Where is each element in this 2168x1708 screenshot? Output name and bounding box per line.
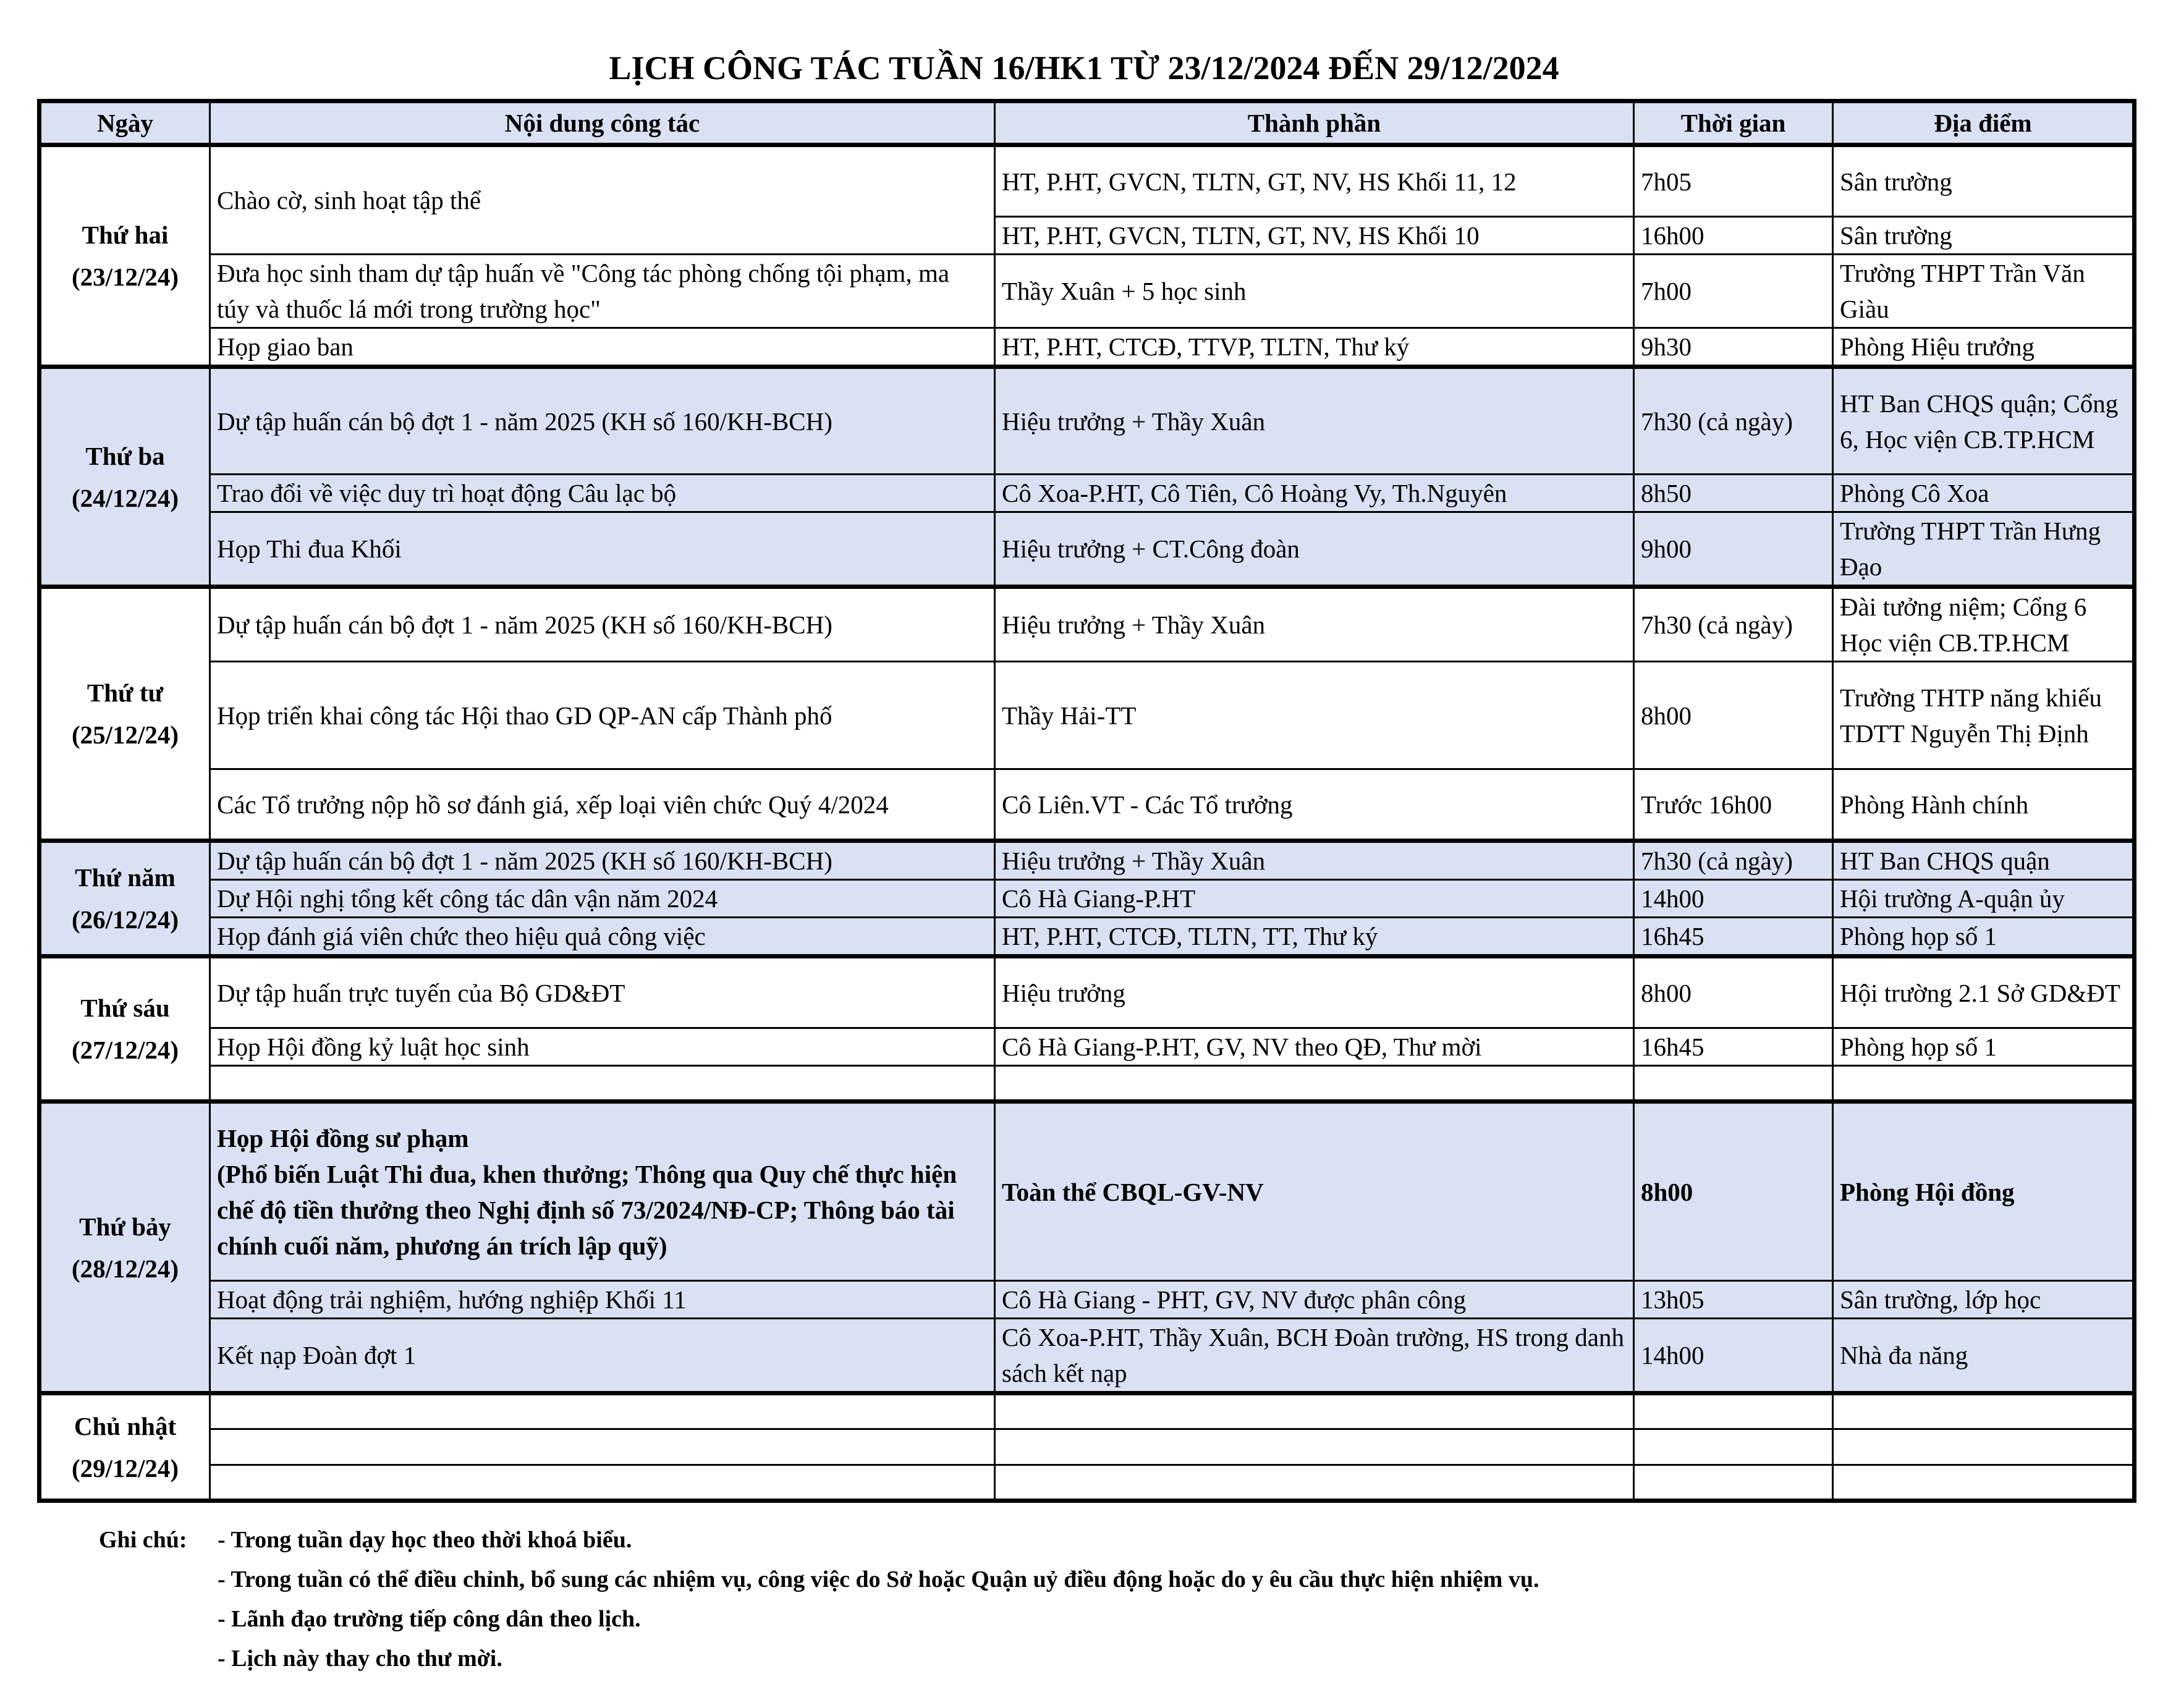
location-cell: Phòng Hội đồng (1833, 1102, 2135, 1281)
day-name: Thứ tư (87, 679, 164, 707)
participants-cell: HT, P.HT, CTCĐ, TTVP, TLTN, Thư ký (995, 328, 1634, 367)
location-cell: Phòng Hiệu trưởng (1833, 328, 2135, 367)
time-cell: 7h00 (1634, 255, 1833, 328)
location-cell: HT Ban CHQS quận (1833, 841, 2135, 880)
location-cell: Sân trường, lớp học (1833, 1281, 2135, 1319)
day-date: (28/12/24) (71, 1254, 179, 1283)
location-cell: Hội trường 2.1 Sở GD&ĐT (1833, 957, 2135, 1028)
content-cell: Trao đổi về việc duy trì hoạt động Câu lạc bộ (210, 475, 995, 512)
participants-cell (995, 1429, 1634, 1465)
day-date: (24/12/24) (71, 483, 179, 512)
participants-cell: HT, P.HT, GVCN, TLTN, GT, NV, HS Khối 10 (995, 217, 1634, 255)
content-cell: Hoạt động trải nghiệm, hướng nghiệp Khối 11 (210, 1281, 995, 1319)
table-row (40, 367, 2135, 475)
header-time: Thời gian (1634, 101, 1833, 145)
table-row (40, 1281, 2135, 1319)
table-row (40, 918, 2135, 957)
time-cell: 14h00 (1634, 880, 1833, 918)
table-row (40, 957, 2135, 1028)
time-cell: 7h30 (cả ngày) (1634, 587, 1833, 662)
day-cell (40, 587, 210, 841)
content-cell: Họp Hội đồng kỷ luật học sinh (210, 1028, 995, 1066)
table-row (40, 1393, 2135, 1429)
content-cell: Kết nạp Đoàn đợt 1 (210, 1319, 995, 1393)
table-row (40, 1319, 2135, 1393)
day-name: Chủ nhật (74, 1411, 177, 1440)
meeting-agenda: (Phổ biến Luật Thi đua, khen thưởng; Thông qua Quy chế thực hiện chế độ tiền thưởng theo Nghị định số 73/2024/NĐ-CP; Thông báo tài chính cuối năm, phương án trích lập quỹ) (217, 1159, 957, 1260)
table-row (40, 662, 2135, 769)
time-cell: 8h00 (1634, 1102, 1833, 1281)
participants-cell: Cô Hà Giang - PHT, GV, NV được phân công (995, 1281, 1634, 1319)
content-cell (210, 1066, 995, 1102)
header-content: Nội dung công tác (210, 101, 995, 145)
location-cell (1833, 1066, 2135, 1102)
content-cell: Dự tập huấn cán bộ đợt 1 - năm 2025 (KH số 160/KH-BCH) (210, 587, 995, 662)
location-cell (1833, 1429, 2135, 1465)
time-cell: 16h45 (1634, 918, 1833, 957)
time-cell: 9h30 (1634, 328, 1833, 367)
time-cell: 16h00 (1634, 217, 1833, 255)
participants-cell: Thầy Hải-TT (995, 662, 1634, 769)
participants-cell: Hiệu trưởng + Thầy Xuân (995, 367, 1634, 475)
participants-cell: Cô Hà Giang-P.HT (995, 880, 1634, 918)
content-cell: Dự tập huấn cán bộ đợt 1 - năm 2025 (KH số 160/KH-BCH) (210, 841, 995, 880)
content-cell: Dự tập huấn trực tuyến của Bộ GD&ĐT (210, 957, 995, 1028)
location-cell: Sân trường (1833, 217, 2135, 255)
day-cell (40, 841, 210, 957)
day-name: Thứ sáu (80, 994, 170, 1022)
page-title: LỊCH CÔNG TÁC TUẦN 16/HK1 TỪ 23/12/2024 ĐẾN 29/12/2024 (609, 49, 1559, 87)
day-name: Thứ năm (75, 863, 176, 892)
location-cell: Trường THTP năng khiếu TDTT Nguyễn Thị Định (1833, 662, 2135, 769)
content-cell: Các Tổ trưởng nộp hồ sơ đánh giá, xếp loại viên chức Quý 4/2024 (210, 769, 995, 841)
time-cell (1634, 1429, 1833, 1465)
participants-cell: Thầy Xuân + 5 học sinh (995, 255, 1634, 328)
note-item: - Lãnh đạo trường tiếp công dân theo lịch. (218, 1606, 641, 1632)
location-cell (1833, 1393, 2135, 1429)
content-cell (210, 1429, 995, 1465)
day-name: Thứ ba (85, 441, 165, 470)
participants-cell: Cô Xoa-P.HT, Thầy Xuân, BCH Đoàn trường, HS trong danh sách kết nạp (995, 1319, 1634, 1393)
location-cell: Phòng Cô Xoa (1833, 475, 2135, 512)
location-cell: Nhà đa năng (1833, 1319, 2135, 1393)
table-row (40, 255, 2135, 328)
content-cell: Dự Hội nghị tổng kết công tác dân vận năm 2024 (210, 880, 995, 918)
participants-cell (995, 1393, 1634, 1429)
time-cell: 8h50 (1634, 475, 1833, 512)
content-cell: Họp đánh giá viên chức theo hiệu quả công việc (210, 918, 995, 957)
day-date: (29/12/24) (71, 1453, 179, 1482)
time-cell: 7h05 (1634, 145, 1833, 217)
participants-cell: Hiệu trưởng (995, 957, 1634, 1028)
day-cell (40, 145, 210, 367)
participants-cell: Cô Hà Giang-P.HT, GV, NV theo QĐ, Thư mời (995, 1028, 1634, 1066)
time-cell: 14h00 (1634, 1319, 1833, 1393)
note-item: - Trong tuần có thể điều chỉnh, bổ sung các nhiệm vụ, công việc do Sở hoặc Quận uỷ điều động hoặc do y êu cầu thực hiện nhiệm vụ. (218, 1566, 1539, 1592)
day-date: (23/12/24) (71, 263, 179, 291)
location-cell: HT Ban CHQS quận; Cổng 6, Học viện CB.TP.HCM (1833, 367, 2135, 475)
meeting-title: Họp Hội đồng sư phạm (217, 1123, 469, 1152)
note-item: - Lịch này thay cho thư mời. (218, 1646, 502, 1672)
content-cell: Họp Thi đua Khối (210, 512, 995, 587)
location-cell: Phòng họp số 1 (1833, 1028, 2135, 1066)
day-date: (25/12/24) (71, 721, 179, 749)
day-name: Thứ hai (82, 221, 169, 249)
table-row (40, 328, 2135, 367)
time-cell: 8h00 (1634, 662, 1833, 769)
location-cell: Trường THPT Trần Hưng Đạo (1833, 512, 2135, 587)
time-cell: 16h45 (1634, 1028, 1833, 1066)
table-row (40, 587, 2135, 662)
table-row (40, 1465, 2135, 1501)
table-header-row (40, 101, 2135, 145)
day-cell (40, 957, 210, 1102)
location-cell: Đài tưởng niệm; Cổng 6 Học viện CB.TP.HCM (1833, 587, 2135, 662)
table-row (40, 841, 2135, 880)
time-cell (1634, 1393, 1833, 1429)
participants-cell: Toàn thể CBQL-GV-NV (995, 1102, 1634, 1281)
day-name: Thứ bảy (79, 1212, 171, 1241)
table-row (40, 145, 2135, 217)
day-cell (40, 367, 210, 587)
header-location: Địa điểm (1833, 101, 2135, 145)
table-row (40, 512, 2135, 587)
time-cell: 8h00 (1634, 957, 1833, 1028)
content-cell (210, 1393, 995, 1429)
time-cell (1634, 1066, 1833, 1102)
participants-cell (995, 1465, 1634, 1501)
participants-cell: HT, P.HT, CTCĐ, TLTN, TT, Thư ký (995, 918, 1634, 957)
content-cell: Dự tập huấn cán bộ đợt 1 - năm 2025 (KH số 160/KH-BCH) (210, 367, 995, 475)
table-row (40, 880, 2135, 918)
table-row (40, 475, 2135, 512)
time-cell: 7h30 (cả ngày) (1634, 841, 1833, 880)
participants-cell: Hiệu trưởng + Thầy Xuân (995, 841, 1634, 880)
location-cell: Phòng họp số 1 (1833, 918, 2135, 957)
notes-label: Ghi chú: (99, 1527, 187, 1553)
participants-cell: Cô Liên.VT - Các Tổ trưởng (995, 769, 1634, 841)
location-cell (1833, 1465, 2135, 1501)
participants-cell (995, 1066, 1634, 1102)
table-row (40, 1066, 2135, 1102)
table-row (40, 1429, 2135, 1465)
participants-cell: Hiệu trưởng + Thầy Xuân (995, 587, 1634, 662)
content-cell: Họp giao ban (210, 328, 995, 367)
location-cell: Sân trường (1833, 145, 2135, 217)
participants-cell: Cô Xoa-P.HT, Cô Tiên, Cô Hoàng Vy, Th.Nguyên (995, 475, 1634, 512)
time-cell: 9h00 (1634, 512, 1833, 587)
location-cell: Phòng Hành chính (1833, 769, 2135, 841)
table-row (40, 1102, 2135, 1281)
note-item: - Trong tuần dạy học theo thời khoá biểu. (218, 1527, 632, 1553)
header-participants: Thành phần (995, 101, 1634, 145)
location-cell: Hội trường A-quận ủy (1833, 880, 2135, 918)
table-row (40, 769, 2135, 841)
day-cell (40, 1102, 210, 1393)
day-cell (40, 1393, 210, 1501)
time-cell: Trước 16h00 (1634, 769, 1833, 841)
content-cell: Họp triển khai công tác Hội thao GD QP-AN cấp Thành phố (210, 662, 995, 769)
participants-cell: Hiệu trưởng + CT.Công đoàn (995, 512, 1634, 587)
content-cell: Đưa học sinh tham dự tập huấn về "Công tác phòng chống tội phạm, ma túy và thuốc lá mới trong trường học" (210, 255, 995, 328)
day-date: (26/12/24) (71, 905, 179, 934)
header-day: Ngày (40, 101, 210, 145)
time-cell: 13h05 (1634, 1281, 1833, 1319)
table-row (40, 1028, 2135, 1066)
schedule-table (37, 99, 2136, 1503)
participants-cell: HT, P.HT, GVCN, TLTN, GT, NV, HS Khối 11, 12 (995, 145, 1634, 217)
content-cell (210, 1465, 995, 1501)
time-cell: 7h30 (cả ngày) (1634, 367, 1833, 475)
content-cell (210, 1102, 995, 1281)
time-cell (1634, 1465, 1833, 1501)
location-cell: Trường THPT Trần Văn Giàu (1833, 255, 2135, 328)
day-date: (27/12/24) (71, 1036, 179, 1064)
content-cell: Chào cờ, sinh hoạt tập thể (210, 145, 995, 255)
